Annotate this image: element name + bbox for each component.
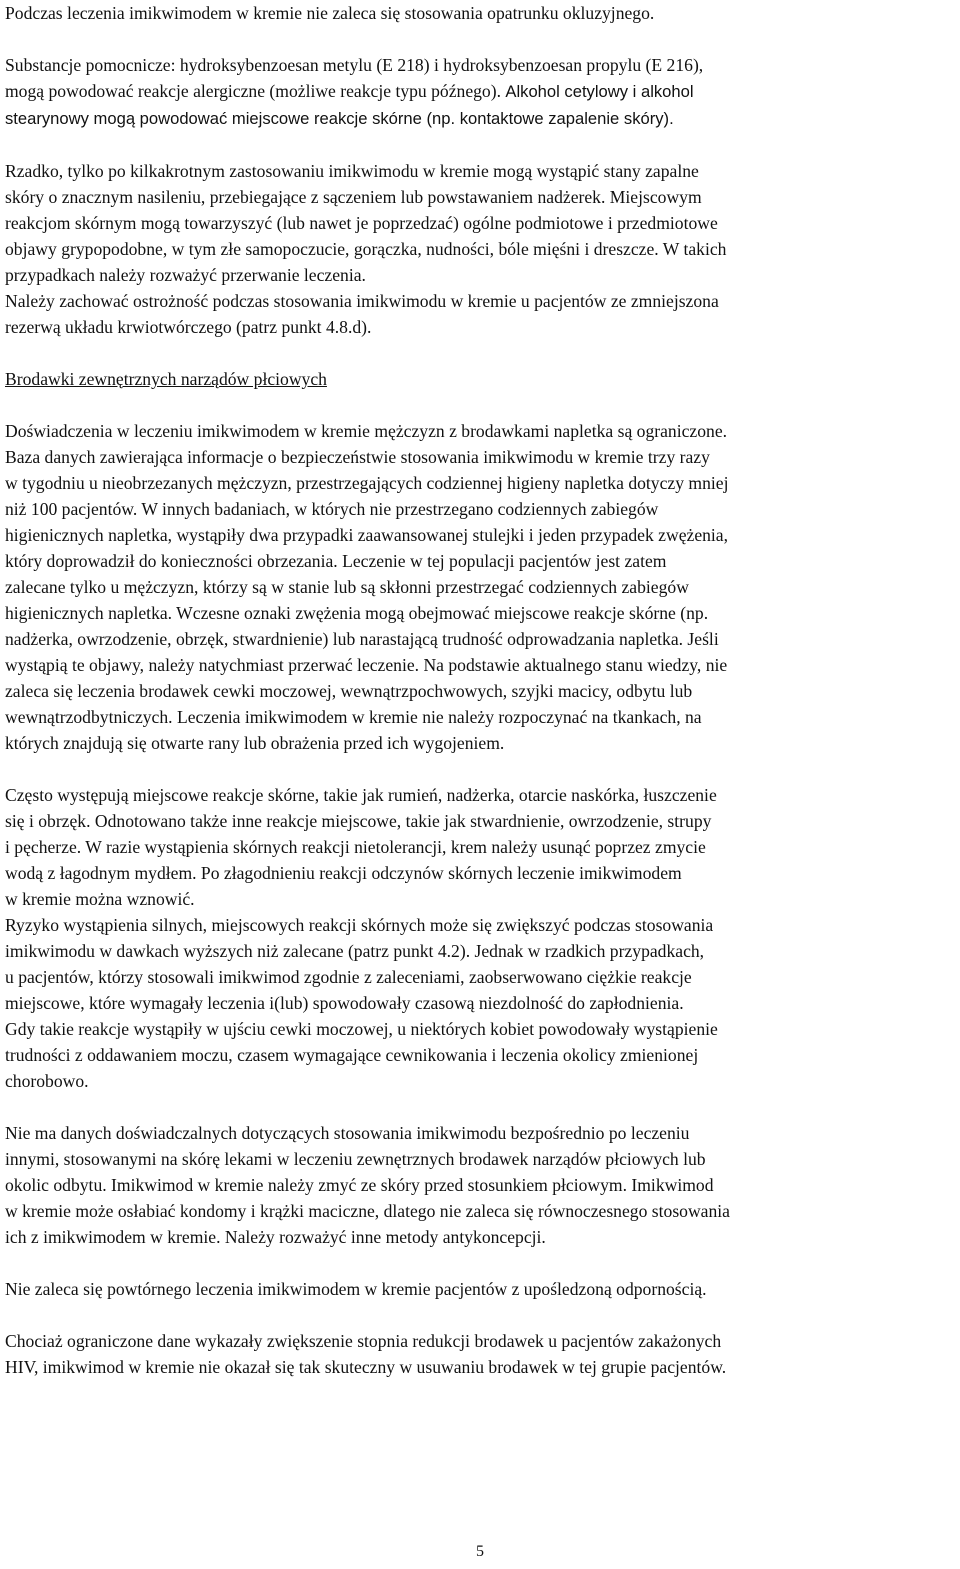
paragraph-excipients: [5, 52, 955, 132]
paragraph-foreskin-warts: Doświadczenia w leczeniu imikwimodem w kremie mężczyzn z brodawkami napletka są ograniczone. Baza danych zawierająca informacje o bezpieczeństwie stosowania imikwimodu w kremie trzy razy w tygodniu u nieobrzezanych mężczyzn, przestrzegających codziennej higieny napletka dotyczy mniej niż 100 pacjentów. W innych badaniach, w których nie przestrzegano codziennych zabiegów higienicznych napletka, wystąpiły dwa przypadki zaawansowanej stulejki i jeden przypadek zwężenia, który doprowadził do konieczności obrzezania. Leczenie w tej populacji pacjentów jest zatem zalecane tylko u mężczyzn, którzy są w stanie lub są skłonni przestrzegać codziennych zabiegów higienicznych napletka. Wczesne oznaki zwężenia mogą obejmować miejscowe reakcje skórne (np. nadżerka, owrzodzenie, obrzęk, stwardnienie) lub narastającą trudność odprowadzania napletka. Jeśli wystąpią te objawy, należy natychmiast przerwać leczenie. Na podstawie aktualnego stanu wiedzy, nie zaleca się leczenia brodawek cewki moczowej, wewnątrzpochwowych, szyjki macicy, odbytu lub wewnątrzodbytniczych. Leczenia imikwimodem w kremie nie należy rozpoczynać na tkankach, na których znajdują się otwarte rany lub obrażenia przed ich wygojeniem.: [5, 421, 729, 753]
paragraph-excipients-alcohol-text: Alkohol cetylowy i alkohol stearynowy mogą powodować miejscowe reakcje skórne (np. kontaktowe zapalenie skóry).: [5, 82, 694, 128]
paragraph-gap: [5, 1302, 955, 1328]
paragraph-gap: [5, 132, 955, 158]
paragraph-hiv: Chociaż ograniczone dane wykazały zwiększenie stopnia redukcji brodawek u pacjentów zakażonych HIV, imikwimod w kremie nie okazał się tak skuteczny w usuwaniu brodawek w tej grupie pacjentów.: [5, 1331, 727, 1377]
paragraph-gap: [5, 756, 955, 782]
paragraph-gap: [5, 1094, 955, 1120]
paragraph-gap: [5, 340, 955, 366]
paragraph-gap: [5, 1250, 955, 1276]
section-heading: Brodawki zewnętrznych narządów płciowych: [5, 369, 327, 389]
paragraph-gap: [5, 26, 955, 52]
paragraph-gap: [5, 392, 955, 418]
paragraph-contraception: Nie ma danych doświadczalnych dotyczących stosowania imikwimodu bezpośrednio po leczeniu innymi, stosowanymi na skórę lekami w leczeniu zewnętrznych brodawek narządów płciowych lub okolic odbytu. Imikwimod w kremie należy zmyć ze skóry przed stosunkiem płciowym. Imikwimod w kremie może osłabiać kondomy i krążki maciczne, dlatego nie zaleca się równoczesnego stosowania ich z imikwimodem w kremie. Należy rozważyć inne metody antykoncepcji.: [5, 1123, 730, 1247]
document-page: [5, 0, 955, 1380]
paragraph-excipients-text: Substancje pomocnicze: hydroksybenzoesan metylu (E 218) i hydroksybenzoesan propylu (E 216), mogą powodować reakcje alergiczne (możliwe reakcje typu późnego).: [5, 55, 704, 101]
page-number: 5: [476, 1543, 484, 1560]
paragraph-immunocompromised: Nie zaleca się powtórnego leczenia imikwimodem w kremie pacjentów z upośledzoną odpornością.: [5, 1279, 707, 1299]
paragraph-local-skin-reactions: Często występują miejscowe reakcje skórne, takie jak rumień, nadżerka, otarcie naskórka, łuszczenie się i obrzęk. Odnotowano także inne reakcje miejscowe, takie jak stwardnienie, owrzodzenie, strupy i pęcherze. W razie wystąpienia skórnych reakcji nietolerancji, krem należy usunąć poprzez zmycie wodą z łagodnym mydłem. Po złagodnieniu reakcji odczynów skórnych leczenie imikwimodem w kremie można wznowić. Ryzyko wystąpienia silnych, miejscowych reakcji skórnych może się zwiększyć podczas stosowania imikwimodu w dawkach wyższych niż zalecane (patrz punkt 4.2). Jednak w rzadkich przypadkach, u pacjentów, którzy stosowali imikwimod zgodnie z zaleceniami, zaobserwowano ciężkie reakcje miejscowe, które wymagały leczenia i(lub) spowodowały czasową niezdolność do zapłodnienia. Gdy takie reakcje wystąpiły w ujściu cewki moczowej, u niektórych kobiet powodowały wystąpienie trudności z oddawaniem moczu, czasem wymagające cewnikowania i leczenia okolicy zmienionej chorobowo.: [5, 785, 718, 1091]
paragraph-occlusive-dressing: Podczas leczenia imikwimodem w kremie nie zaleca się stosowania opatrunku okluzyjnego.: [5, 3, 655, 23]
paragraph-inflammatory-reactions: Rzadko, tylko po kilkakrotnym zastosowaniu imikwimodu w kremie mogą wystąpić stany zapalne skóry o znacznym nasileniu, przebiegające z sączeniem lub powstawaniem nadżerek. Miejscowym reakcjom skórnym mogą towarzyszyć (lub nawet je poprzedzać) ogólne podmiotowe i przedmiotowe objawy grypopodobne, w tym złe samopoczucie, gorączka, nudności, bóle mięśni i dreszcze. W takich przypadkach należy rozważyć przerwanie leczenia. Należy zachować ostrożność podczas stosowania imikwimodu w kremie u pacjentów ze zmniejszona rezerwą układu krwiotwórczego (patrz punkt 4.8.d).: [5, 161, 727, 337]
